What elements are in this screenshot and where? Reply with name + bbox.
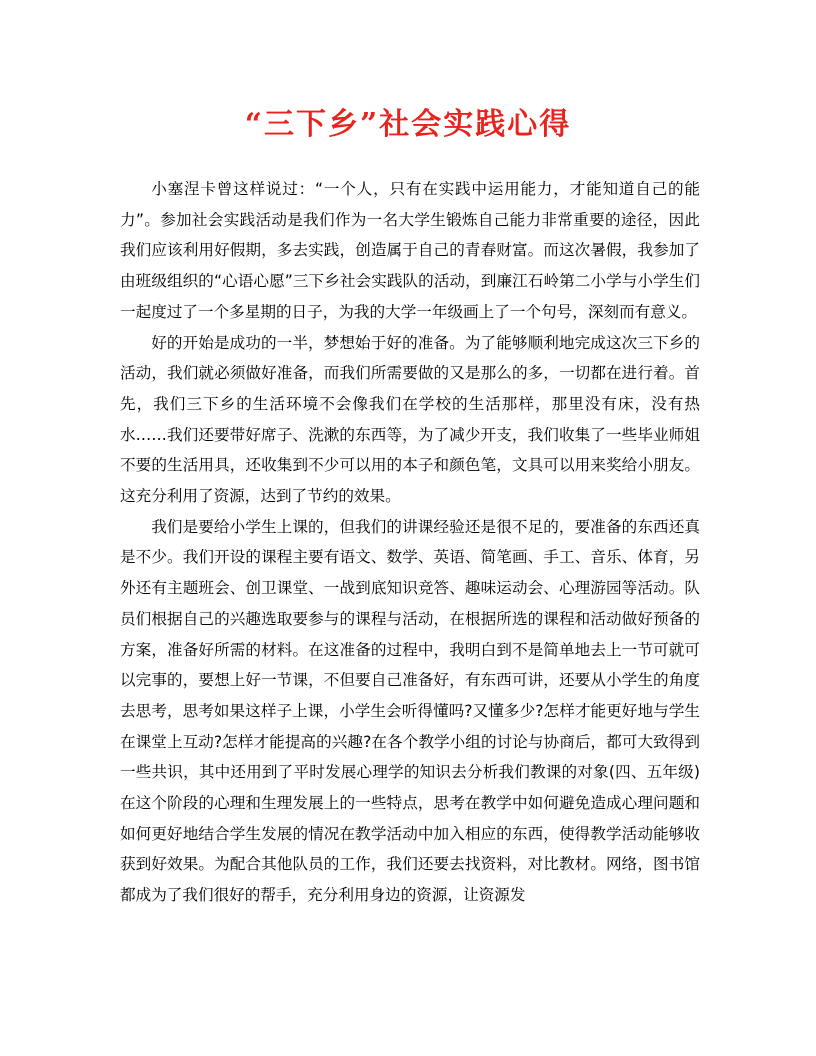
paragraph: 我们是要给小学生上课的，但我们的讲课经验还是很不足的，要准备的东西还真是不少。我们开设的课程主要有语文、数学、英语、简笔画、手工、音乐、体育，另外还有主题班会、创卫课堂、一战到底知识竞答、趣味运动会、心理游园等活动。队员们根据自己的兴趣选取要参与的课程与活动，在根据所选的课程和活动做好预备的方案，准备好所需的材料。在这准备的过程中，我明白到不是简单地去上一节可就可以完事的，要想上好一节课，不但要自己准备好，有东西可讲，还要从小学生的角度去思考，思考如果这样子上课，小学生会听得懂吗?又懂多少?怎样才能更好地与学生在课堂上互动?怎样才能提高的兴趣?在各个教学小组的讨论与协商后，都可大致得到一些共识，其中还用到了平时发展心理学的知识去分析我们教课的对象(四、五年级)在这个阶段的心理和生理发展上的一些特点，思考在教学中如何避免造成心理问题和如何更好地结合学生发展的情况在教学活动中加入相应的东西，使得教学活动能够收获到好效果。为配合其他队员的工作，我们还要去找资料，对比教材。网络，图书馆都成为了我们很好的帮手，充分利用身边的资源，让资源发	[120, 517, 700, 905]
document-body	[120, 174, 700, 911]
document-title: “三下乡”社会实践心得	[244, 107, 572, 142]
paragraph: 小塞涅卡曾这样说过：“一个人，只有在实践中运用能力，才能知道自己的能力”。参加社会实践活动是我们作为一名大学生锻炼自己能力非常重要的途径，因此我们应该利用好假期，多去实践，创造属于自己的青春财富。而这次暑假，我参加了由班级组织的“心语心愿”三下乡社会实践队的活动，到廉江石岭第二小学与小学生们一起度过了一个多星期的日子，为我的大学一年级画上了一个句号，深刻而有意义。	[120, 180, 700, 321]
paragraph: 好的开始是成功的一半，梦想始于好的准备。为了能够顺利地完成这次三下乡的活动，我们就必须做好准备，而我们所需要做的又是那么的多，一切都在进行着。首先，我们三下乡的生活环境不会像我们在学校的生活那样，那里没有床，没有热水……我们还要带好席子、洗漱的东西等，为了减少开支，我们收集了一些毕业师姐不要的生活用具，还收集到不少可以用的本子和颜色笔，文具可以用来奖给小朋友。这充分利用了资源，达到了节约的效果。	[120, 333, 700, 506]
